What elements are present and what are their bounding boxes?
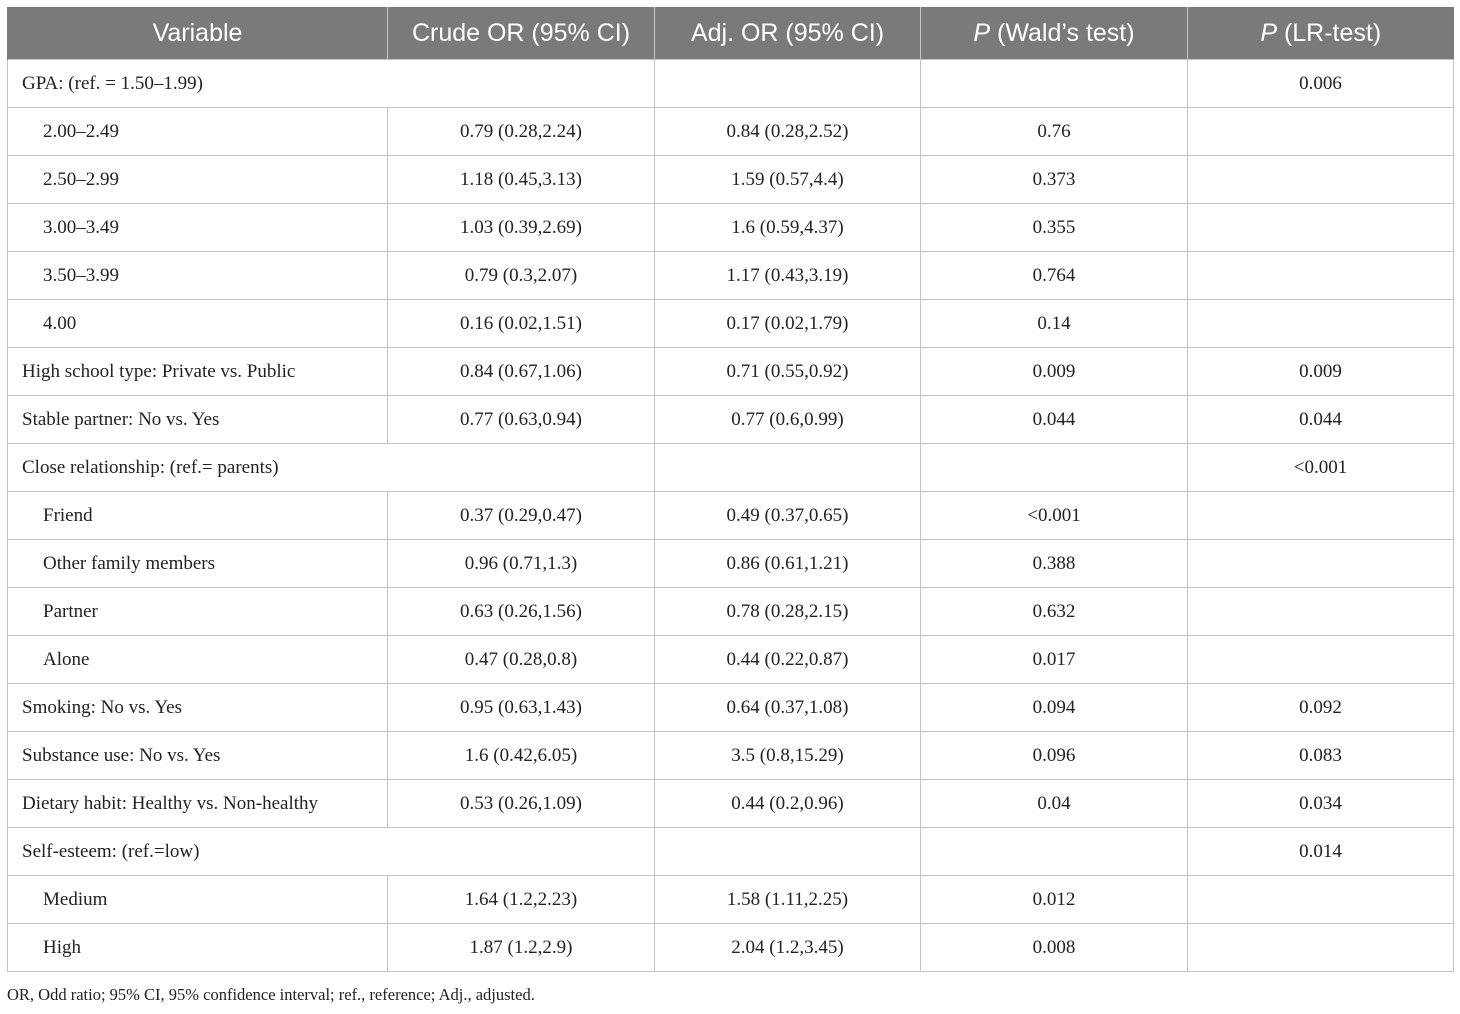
crude-or-cell [388, 444, 655, 492]
p-wald-cell: 0.012 [921, 876, 1188, 924]
p-wald-cell: 0.388 [921, 540, 1188, 588]
table-row [8, 396, 1454, 444]
crude-or-cell: 1.64 (1.2,2.23) [388, 876, 655, 924]
adj-or-cell: 0.44 (0.2,0.96) [655, 780, 921, 828]
adj-or-cell [655, 444, 921, 492]
p-lr-cell [1188, 924, 1454, 972]
crude-or-cell: 0.16 (0.02,1.51) [388, 300, 655, 348]
table-row [8, 492, 1454, 540]
crude-or-cell: 1.18 (0.45,3.13) [388, 156, 655, 204]
table-row [8, 540, 1454, 588]
p-wald-cell: 0.096 [921, 732, 1188, 780]
row-label: 4.00 [8, 300, 388, 348]
odds-ratio-table [7, 7, 1454, 972]
p-wald-cell: 0.008 [921, 924, 1188, 972]
row-label: High [8, 924, 388, 972]
p-lr-cell [1188, 252, 1454, 300]
adj-or-cell: 1.17 (0.43,3.19) [655, 252, 921, 300]
crude-or-cell: 0.79 (0.3,2.07) [388, 252, 655, 300]
p-lr-cell [1188, 108, 1454, 156]
p-wald-cell: 0.094 [921, 684, 1188, 732]
header-crude-or: Crude OR (95% CI) [388, 7, 655, 60]
p-lr-cell [1188, 204, 1454, 252]
table-row [8, 60, 1454, 108]
row-label: Stable partner: No vs. Yes [8, 396, 388, 444]
adj-or-cell: 0.78 (0.28,2.15) [655, 588, 921, 636]
crude-or-cell: 0.37 (0.29,0.47) [388, 492, 655, 540]
crude-or-cell: 0.47 (0.28,0.8) [388, 636, 655, 684]
table-row [8, 588, 1454, 636]
row-label: Partner [8, 588, 388, 636]
adj-or-cell: 0.77 (0.6,0.99) [655, 396, 921, 444]
table-row [8, 156, 1454, 204]
adj-or-cell: 0.86 (0.61,1.21) [655, 540, 921, 588]
table-row [8, 636, 1454, 684]
row-label: Alone [8, 636, 388, 684]
header-p-wald: P (Wald’s test) [921, 7, 1188, 60]
adj-or-cell: 0.17 (0.02,1.79) [655, 300, 921, 348]
p-wald-cell: 0.009 [921, 348, 1188, 396]
adj-or-cell: 0.44 (0.22,0.87) [655, 636, 921, 684]
p-lr-cell: 0.006 [1188, 60, 1454, 108]
p-wald-cell: 0.355 [921, 204, 1188, 252]
table-row [8, 204, 1454, 252]
header-row [8, 7, 1454, 60]
table-row [8, 108, 1454, 156]
adj-or-cell: 0.64 (0.37,1.08) [655, 684, 921, 732]
row-label: Self-esteem: (ref.=low) [8, 828, 388, 876]
row-label: High school type: Private vs. Public [8, 348, 388, 396]
crude-or-cell: 0.96 (0.71,1.3) [388, 540, 655, 588]
row-label: Friend [8, 492, 388, 540]
adj-or-cell: 2.04 (1.2,3.45) [655, 924, 921, 972]
p-wald-cell [921, 60, 1188, 108]
p-wald-cell [921, 444, 1188, 492]
p-wald-cell: 0.044 [921, 396, 1188, 444]
crude-or-cell: 0.53 (0.26,1.09) [388, 780, 655, 828]
header-p-lr: P (LR-test) [1188, 7, 1454, 60]
adj-or-cell [655, 828, 921, 876]
p-wald-cell: 0.017 [921, 636, 1188, 684]
p-wald-cell [921, 828, 1188, 876]
crude-or-cell: 0.63 (0.26,1.56) [388, 588, 655, 636]
p-wald-cell: 0.764 [921, 252, 1188, 300]
header-variable: Variable [8, 7, 388, 60]
row-label: 2.00–2.49 [8, 108, 388, 156]
table-row [8, 300, 1454, 348]
row-label: Other family members [8, 540, 388, 588]
adj-or-cell: 3.5 (0.8,15.29) [655, 732, 921, 780]
row-label: Medium [8, 876, 388, 924]
row-label: 2.50–2.99 [8, 156, 388, 204]
row-label: 3.00–3.49 [8, 204, 388, 252]
table-row [8, 876, 1454, 924]
crude-or-cell [388, 828, 655, 876]
p-lr-cell [1188, 588, 1454, 636]
table-row [8, 252, 1454, 300]
p-wald-cell: 0.373 [921, 156, 1188, 204]
p-lr-cell [1188, 876, 1454, 924]
p-lr-cell: 0.014 [1188, 828, 1454, 876]
table-row [8, 348, 1454, 396]
table-row [8, 828, 1454, 876]
row-label: Dietary habit: Healthy vs. Non-healthy [8, 780, 388, 828]
table-row [8, 444, 1454, 492]
p-lr-cell: 0.092 [1188, 684, 1454, 732]
p-lr-cell: 0.044 [1188, 396, 1454, 444]
row-label: Substance use: No vs. Yes [8, 732, 388, 780]
table-container [7, 7, 1453, 972]
crude-or-cell: 1.03 (0.39,2.69) [388, 204, 655, 252]
table-row [8, 732, 1454, 780]
crude-or-cell [388, 60, 655, 108]
table-row [8, 924, 1454, 972]
p-lr-cell [1188, 156, 1454, 204]
adj-or-cell [655, 60, 921, 108]
p-lr-cell [1188, 492, 1454, 540]
adj-or-cell: 1.58 (1.11,2.25) [655, 876, 921, 924]
p-lr-cell: 0.009 [1188, 348, 1454, 396]
p-lr-cell: <0.001 [1188, 444, 1454, 492]
table-row [8, 780, 1454, 828]
p-wald-cell: 0.14 [921, 300, 1188, 348]
table-row [8, 684, 1454, 732]
crude-or-cell: 0.77 (0.63,0.94) [388, 396, 655, 444]
adj-or-cell: 1.59 (0.57,4.4) [655, 156, 921, 204]
header-adj-or: Adj. OR (95% CI) [655, 7, 921, 60]
p-lr-cell: 0.083 [1188, 732, 1454, 780]
adj-or-cell: 0.71 (0.55,0.92) [655, 348, 921, 396]
p-wald-cell: 0.04 [921, 780, 1188, 828]
crude-or-cell: 1.87 (1.2,2.9) [388, 924, 655, 972]
p-lr-cell: 0.034 [1188, 780, 1454, 828]
crude-or-cell: 1.6 (0.42,6.05) [388, 732, 655, 780]
table-footnote: OR, Odd ratio; 95% CI, 95% confidence interval; ref., reference; Adj., adjusted. [7, 985, 535, 1004]
row-label: GPA: (ref. = 1.50–1.99) [8, 60, 388, 108]
crude-or-cell: 0.84 (0.67,1.06) [388, 348, 655, 396]
adj-or-cell: 0.49 (0.37,0.65) [655, 492, 921, 540]
p-wald-cell: 0.76 [921, 108, 1188, 156]
row-label: Close relationship: (ref.= parents) [8, 444, 388, 492]
crude-or-cell: 0.95 (0.63,1.43) [388, 684, 655, 732]
adj-or-cell: 0.84 (0.28,2.52) [655, 108, 921, 156]
adj-or-cell: 1.6 (0.59,4.37) [655, 204, 921, 252]
crude-or-cell: 0.79 (0.28,2.24) [388, 108, 655, 156]
row-label: 3.50–3.99 [8, 252, 388, 300]
p-lr-cell [1188, 636, 1454, 684]
p-lr-cell [1188, 540, 1454, 588]
p-wald-cell: 0.632 [921, 588, 1188, 636]
p-lr-cell [1188, 300, 1454, 348]
row-label: Smoking: No vs. Yes [8, 684, 388, 732]
p-wald-cell: <0.001 [921, 492, 1188, 540]
